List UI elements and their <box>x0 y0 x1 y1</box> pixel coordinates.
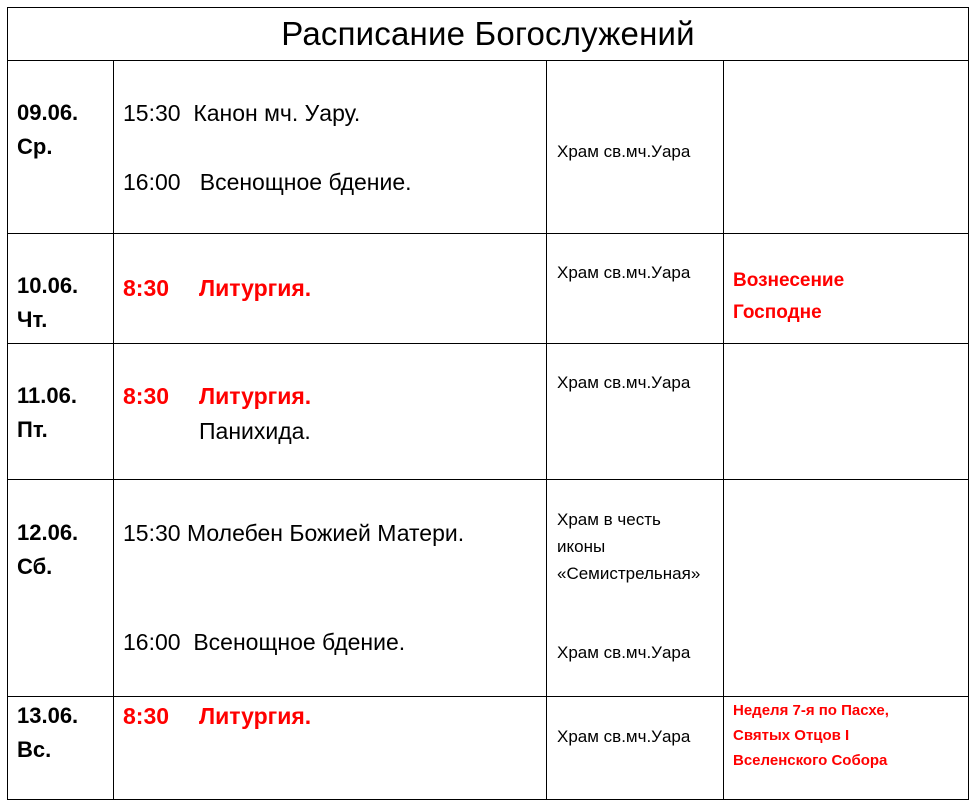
church-name: Храм св.мч.Уара <box>557 263 691 282</box>
feast-name <box>733 698 889 773</box>
service-time: 8:30 <box>123 383 170 409</box>
feast-line: Вселенского Собора <box>733 752 888 769</box>
church-name: Храм св.мч.Уара <box>557 142 691 161</box>
row-divider-4 <box>7 696 969 697</box>
feast-line: Вознесение <box>733 270 845 291</box>
church-line: иконы <box>557 537 606 556</box>
service-name: Литургия. <box>199 275 312 301</box>
service-name: Литургия. <box>199 383 312 409</box>
church-name: Храм св.мч.Уара <box>557 727 691 746</box>
date-value: 10.06. <box>17 273 79 298</box>
weekday-value: Ср. <box>17 134 53 159</box>
date-value: 13.06. <box>17 703 79 728</box>
service-entry: 16:00 Всенощное бдение. <box>123 169 412 195</box>
church-name: Храм св.мч.Уара <box>557 643 691 662</box>
row-date <box>17 269 78 337</box>
title-box <box>7 7 969 61</box>
feast-line: Неделя 7-я по Пасхе, <box>733 702 889 719</box>
row-date <box>17 699 78 767</box>
feast-line: Господне <box>733 302 822 323</box>
row-date <box>17 96 78 164</box>
row-divider-2 <box>7 343 969 344</box>
date-value: 11.06. <box>17 383 77 408</box>
row-date <box>17 379 77 447</box>
column-divider-1 <box>113 61 114 800</box>
date-value: 12.06. <box>17 520 79 545</box>
weekday-value: Сб. <box>17 554 53 579</box>
service-entry: 15:30 Молебен Божией Матери. <box>123 520 465 546</box>
page-title: Расписание Богослужений <box>281 15 695 52</box>
service-time: 8:30 <box>123 275 170 301</box>
feast-line: Святых Отцов I <box>733 727 850 744</box>
column-divider-2 <box>546 61 547 800</box>
service-entry: 15:30 Канон мч. Уару. <box>123 100 361 126</box>
table-border-right <box>968 61 969 800</box>
church-name <box>557 506 700 587</box>
column-divider-3 <box>723 61 724 800</box>
table-border-left <box>7 61 8 800</box>
church-name: Храм св.мч.Уара <box>557 373 691 392</box>
row-date <box>17 516 78 584</box>
service-time: 8:30 <box>123 703 170 729</box>
service-name: Литургия. <box>199 703 312 729</box>
weekday-value: Вс. <box>17 737 52 762</box>
service-entry: Панихида. <box>199 418 311 444</box>
table-border-bottom <box>7 799 969 800</box>
service-entry: 16:00 Всенощное бдение. <box>123 629 406 655</box>
weekday-value: Чт. <box>17 307 48 332</box>
weekday-value: Пт. <box>17 417 48 442</box>
church-line: «Семистрельная» <box>557 564 701 583</box>
feast-name <box>733 265 844 329</box>
date-value: 09.06. <box>17 100 79 125</box>
row-divider-1 <box>7 233 969 234</box>
row-divider-3 <box>7 479 969 480</box>
church-line: Храм в честь <box>557 510 661 529</box>
